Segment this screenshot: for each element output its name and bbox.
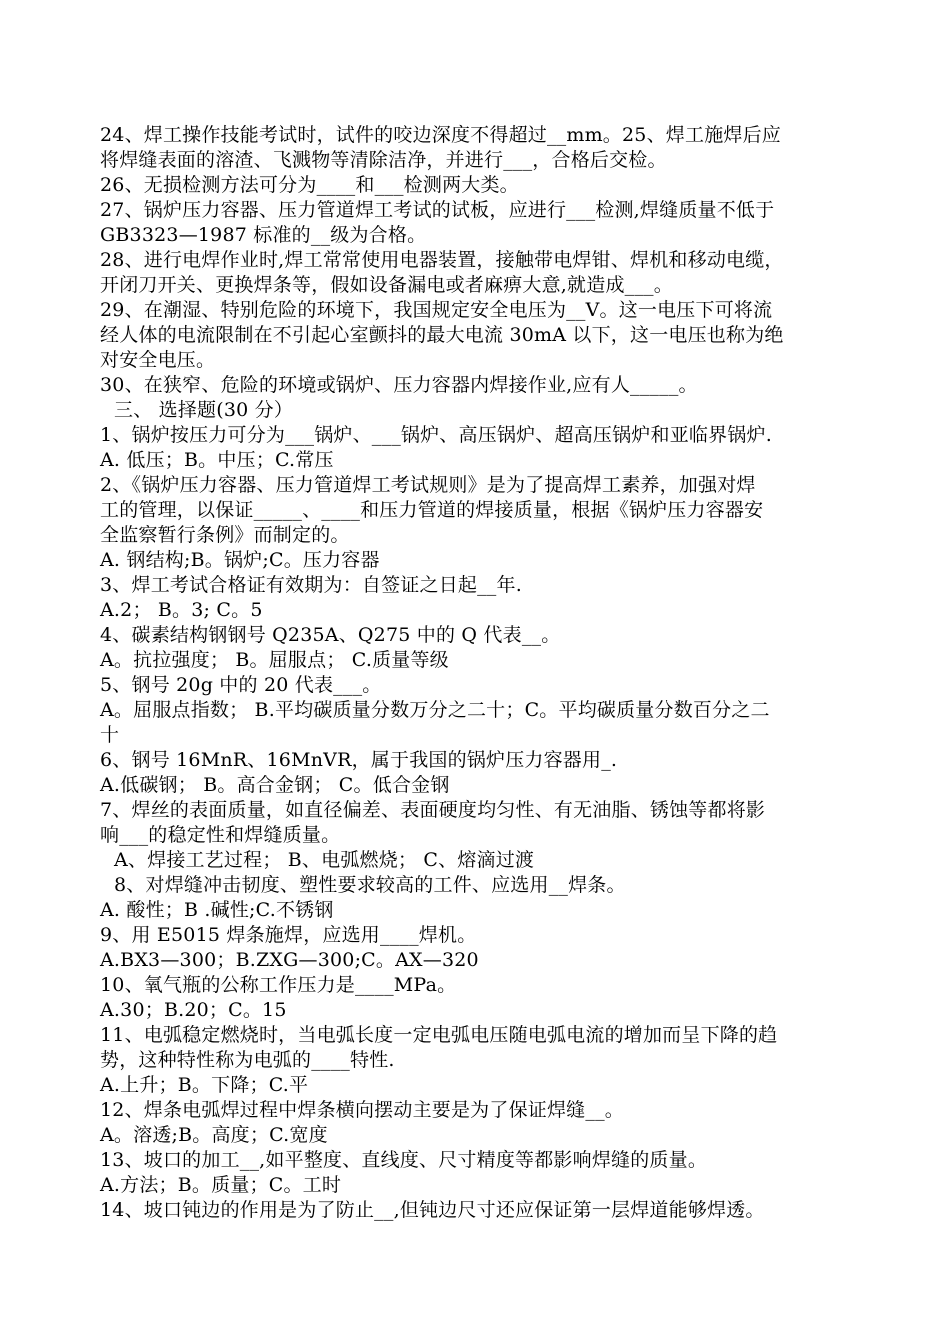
text-line: 6、钢号 16MnR、16MnVR，属于我国的锅炉压力容器用_. [100, 749, 618, 771]
text-line: 3、焊工考试合格证有效期为：自签证之日起__年. [100, 574, 522, 596]
text-line: 1、锅炉按压力可分为___锅炉、___锅炉、高压锅炉、超高压锅炉和亚临界锅炉. [100, 424, 772, 446]
text-line: 27、锅炉压力容器、压力管道焊工考试的试板，应进行___检测,焊缝质量不低于 [100, 199, 775, 221]
answer-options: A.方法；B。质量；C。工时 [100, 1174, 342, 1196]
text-line: 7、焊丝的表面质量，如直径偏差、表面硬度均匀性、有无油脂、锈蚀等都将影 [100, 799, 766, 821]
text-line: 28、进行电焊作业时,焊工常常使用电器装置，接触带电焊钳、焊机和移动电缆， [100, 249, 784, 271]
text-line: 13、坡口的加工__,如平整度、直线度、尺寸精度等都影响焊缝的质量。 [100, 1149, 708, 1171]
answer-options: A. 低压；B。中压；C.常压 [100, 449, 334, 471]
text-line: 对安全电压。 [100, 349, 216, 371]
text-line: 全监察暂行条例》而制定的。 [100, 524, 350, 546]
text-line: 11、电弧稳定燃烧时，当电弧长度一定电弧电压随电弧电流的增加而呈下降的趋 [100, 1024, 778, 1046]
text-line: 4、碳素结构钢钢号 Q235A、Q275 中的 Q 代表__。 [100, 624, 561, 646]
text-line: 工的管理，以保证_____、____和压力管道的焊接质量，根据《锅炉压力容器安 [100, 499, 764, 521]
text-line: 29、在潮湿、特别危险的环境下，我国规定安全电压为__V。这一电压下可将流 [100, 299, 773, 321]
text-line: 14、坡口钝边的作用是为了防止__,但钝边尺寸还应保证第一层焊道能够焊透。 [100, 1199, 765, 1221]
answer-options: A。溶透;B。高度；C.宽度 [100, 1124, 328, 1146]
text-line: 8、对焊缝冲击韧度、塑性要求较高的工件、应选用__焊条。 [114, 874, 626, 896]
answer-options: A。抗拉强度； B。屈服点； C.质量等级 [100, 649, 449, 671]
answer-options: A. 钢结构;B。锅炉;C。压力容器 [100, 549, 380, 571]
text-line: 9、用 E5015 焊条施焊，应选用____焊机。 [100, 924, 477, 946]
document-body [100, 123, 890, 1223]
text-line: GB3323—1987 标准的__级为合格。 [100, 224, 427, 246]
text-line: 开闭刀开关、更换焊条等，假如设备漏电或者麻痹大意,就造成___。 [100, 274, 673, 296]
text-line: 响___的稳定性和焊缝质量。 [100, 824, 341, 846]
answer-options: A、焊接工艺过程； B、电弧燃烧； C、熔滴过渡 [114, 849, 535, 871]
answer-options: A.低碳钢； B。高合金钢； C。低合金钢 [100, 774, 450, 796]
text-line: 2、《锅炉压力容器、压力管道焊工考试规则》是为了提高焊工素养，加强对焊 [100, 474, 756, 496]
text-line: 十 [100, 724, 120, 746]
answer-options: A. 酸性；B .碱性;C.不锈钢 [100, 899, 334, 921]
text-line: 10、氧气瓶的公称工作压力是____MPa。 [100, 974, 457, 996]
answer-options: A。屈服点指数； B.平均碳质量分数万分之二十；C。平均碳质量分数百分之二 [100, 699, 770, 721]
answer-options: A.上升；B。下降；C.平 [100, 1074, 309, 1096]
answer-options: A.BX3—300；B.ZXG—300;C。AX—320 [100, 949, 479, 971]
text-line: 经人体的电流限制在不引起心室颤抖的最大电流 30mA 以下，这一电压也称为绝 [100, 324, 784, 346]
text-line: 30、在狭窄、危险的环境或锅炉、压力容器内焊接作业,应有人_____。 [100, 374, 698, 396]
answer-options: A.2； B。3; C。5 [100, 599, 263, 621]
answer-options: A.30；B.20；C。15 [100, 999, 287, 1021]
text-line: 将焊缝表面的溶渣、飞溅物等清除洁净，并进行___，合格后交检。 [100, 149, 667, 171]
text-line: 5、钢号 20g 中的 20 代表___。 [100, 674, 382, 696]
text-line: 势，这种特性称为电弧的____特性. [100, 1049, 395, 1071]
text-line: 26、无损检测方法可分为____和___检测两大类。 [100, 174, 519, 196]
text-line: 24、焊工操作技能考试时，试件的咬边深度不得超过__mm。25、焊工施焊后应 [100, 124, 781, 146]
text-line: 12、焊条电弧焊过程中焊条横向摆动主要是为了保证焊缝__。 [100, 1099, 624, 1121]
section-heading: 三、 选择题(30 分） [114, 399, 294, 421]
